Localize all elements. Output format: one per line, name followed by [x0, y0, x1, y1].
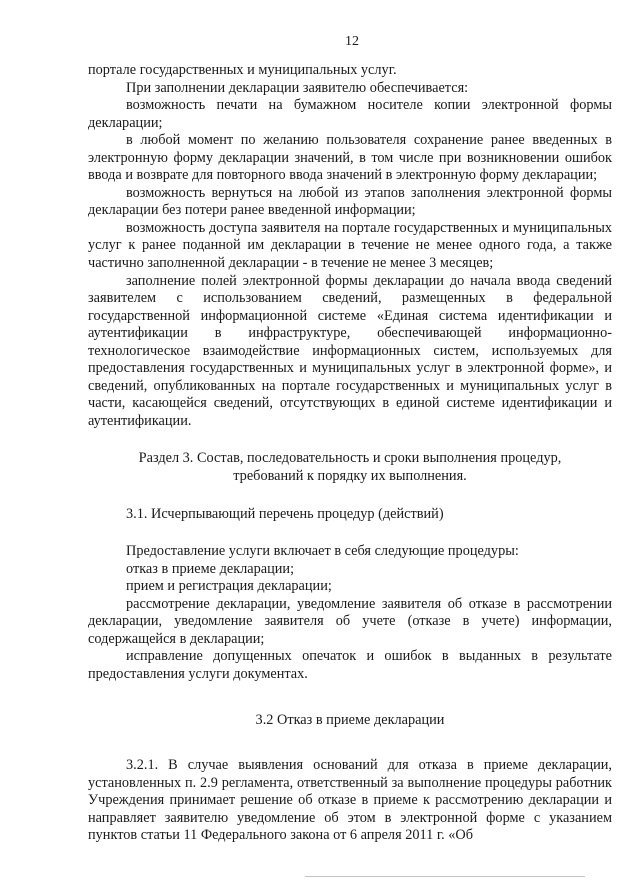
paragraph: возможность печати на бумажном носителе копии электронной формы декларации; [88, 97, 612, 131]
paragraph: возможность доступа заявителя на портале государственных и муниципальных услуг к ранее поданной им декларации в течение не менее одного года, а также частично заполненной декларации - в течение не менее 3 месяцев; [88, 219, 612, 272]
subsection-heading: 3.1. Исчерпывающий перечень процедур (действий) [126, 505, 444, 522]
paragraph: Предоставление услуги включает в себя следующие процедуры: [126, 543, 519, 560]
paragraph: в любой момент по желанию пользователя сохранение ранее введенных в электронную форму декларации значений, в том числе при возникновении ошибок ввода и возврате для повторного ввода значений в электронную форму декларации; [88, 132, 612, 184]
paragraph: заполнение полей электронной формы декларации до начала ввода сведений заявителем с использованием сведений, размещенных в федеральной государственной информационной системе «Единая система идентификации и аутентификации в инфраструктуре, обеспечивающей информационно-технологическое взаимодействие информационных систем, используемых для предоставления государственных и муниципальных услуг в электронной форме», и сведений, опубликованных на портале государственных и муниципальных услуг в части, касающейся сведений, отсутствующих в единой системе идентификации и аутентификации. [88, 272, 612, 429]
page-number: 12 [345, 34, 359, 49]
subsection-heading: 3.2 Отказ в приеме декларации [255, 711, 445, 728]
list-item: отказ в приеме декларации; [126, 560, 295, 577]
list-item: прием и регистрация декларации; [126, 578, 332, 595]
scan-edge-line [305, 876, 585, 877]
section-heading: Раздел 3. Состав, последовательность и сроки выполнения процедур, требований к порядку их выполнения. [138, 450, 562, 485]
paragraph: порталe государственных и муниципальных услуг. [88, 62, 397, 78]
document-body [88, 62, 612, 845]
paragraph: 3.2.1. В случае выявления оснований для отказа в приеме декларации, установленных п. 2.9 регламента, ответственный за выполнение процедуры работник Учреждения принимает решение об отказе в приеме к рассмотрению декларации и направляет заявителю уведомление об этом в электронной форме с указанием пунктов статьи 11 Федерального закона от 6 апреля 2011 г. «Об [88, 757, 612, 844]
list-item: исправление допущенных опечаток и ошибок в выданных в результате предоставления услуги документах. [88, 648, 612, 682]
paragraph: При заполнении декларации заявителю обеспечивается: [126, 79, 469, 96]
paragraph: возможность вернуться на любой из этапов заполнения электронной формы декларации без потери ранее введенной информации; [88, 184, 612, 219]
list-item: рассмотрение декларации, уведомление заявителя об отказе в рассмотрении декларации, уведомление заявителя об учете (отказе в учете) информации, содержащейся в декларации; [88, 595, 612, 647]
